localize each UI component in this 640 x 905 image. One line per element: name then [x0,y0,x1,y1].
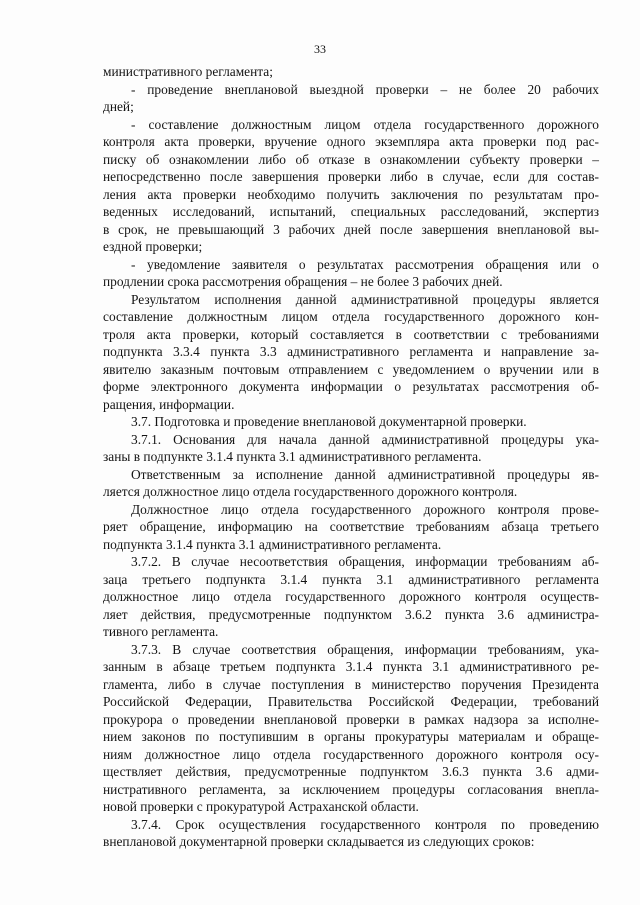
text-line: веденных исследований, испытаний, специальных расследований, экспертиз [103,204,599,219]
text-line: ляет действия, предусмотренные подпунктом 3.6.2 пункта 3.6 администра- [103,606,599,622]
paragraph [103,81,599,116]
paragraph [103,431,599,466]
text-line: явителю заказным почтовым отправлением с уведомлением о вручении или в [103,361,599,377]
text-line: гламента, либо в случае поступления в министерство поручения Президента [103,676,599,692]
text-line: Ответственным за исполнение данной административной процедуры яв- [131,466,599,482]
text-line: ращения, информации. [103,396,235,412]
text-line: нистративного регламента, за исключением процедуры согласования внепла- [103,781,599,797]
text-line: занным в абзаце третьем подпункта 3.1.4 пункта 3.1 административного ре- [103,659,599,674]
text-line: составление должностным лицом отдела государственного дорожного кон- [103,309,599,324]
text-line: ления акта проверки необходимо получить заключения по результатам про- [103,186,599,202]
text-line: подпункта 3.3.4 пункта 3.3 административного регламента и направление за- [103,344,599,359]
text-line: непосредственно после завершения проверки либо в случае, если для состав- [103,169,599,184]
text-line: форме электронного документа информации о результатах рассмотрения об- [103,379,599,394]
text-line: продлении срока рассмотрения обращения – не более 3 рабочих дней. [103,274,503,289]
text-line: Результатом исполнения данной административной процедуры является [131,291,599,307]
text-line: Российской Федерации, Правительства Российской Федерации, требований [103,694,599,709]
text-line: ряет обращение, информацию на соответствие требованиям абзаца третьего [103,519,599,534]
text-line: внеплановой документарной проверки складывается из следующих сроков: [103,834,535,849]
text-line: троля акта проверки, который составляется в соответствии с требованиями [103,326,599,342]
document-body [103,63,599,851]
text-line: 3.7.1. Основания для начала данной административной процедуры ука- [131,431,599,447]
text-line: заца третьего подпункта 3.1.4 пункта 3.1 административного регламента [103,571,599,587]
text-line: - составление должностным лицом отдела государственного дорожного [131,116,599,132]
text-line: ездной проверки; [103,239,203,254]
page-number: 33 [314,42,326,56]
text-line: Должностное лицо отдела государственного дорожного контроля прове- [131,501,599,517]
text-line: прокурора о проведении внеплановой проверки в рамках надзора за исполне- [103,711,599,727]
text-line: дней; [103,99,134,114]
text-line: ниям должностное лицо отдела государственного дорожного контроля осу- [103,746,599,762]
text-line: подпункта 3.1.4 пункта 3.1 административного регламента. [103,536,442,552]
paragraph [103,256,599,291]
text-line: ществляет действия, предусмотренные подпунктом 3.6.3 пункта 3.6 адми- [103,764,599,779]
text-line: министративного регламента; [103,64,273,79]
paragraph [103,553,599,641]
text-line: заны в подпункте 3.1.4 пункта 3.1 административного регламента. [103,449,482,464]
paragraph [103,413,599,431]
text-line: ляется должностное лицо отдела государственного дорожного контроля. [103,484,518,499]
paragraph [103,501,599,554]
text-line: 3.7. Подготовка и проведение внеплановой документарной проверки. [131,414,527,429]
paragraph [103,291,599,414]
paragraph [103,63,599,81]
paragraph [103,466,599,501]
paragraph [103,641,599,816]
paragraph [103,816,599,851]
text-line: тивного регламента. [103,624,219,639]
text-line: - проведение внеплановой выездной проверки – не более 20 рабочих [131,81,599,97]
text-line: писку об ознакомлении либо об отказе в ознакомлении субъекту проверки – [103,151,599,167]
text-line: 3.7.4. Срок осуществления государственного контроля по проведению [131,816,599,832]
text-line: должностное лицо отдела государственного дорожного контроля осуществ- [103,589,599,604]
text-line: нием законов по поступившим в органы прокуратуры материалам и обраще- [103,729,599,744]
text-line: в срок, не превышающий 3 рабочих дней после завершения внеплановой вы- [103,221,599,237]
text-line: 3.7.2. В случае несоответствия обращения, информации требованиям аб- [131,554,599,569]
text-line: контроля акта проверки, вручение одного экземпляра акта проверки под рас- [103,134,599,149]
text-line: новой проверки с прокуратурой Астраханской области. [103,799,419,814]
text-line: - уведомление заявителя о результатах рассмотрения обращения или о [131,256,599,272]
text-line: 3.7.3. В случае соответствия обращения, информации требованиям, ука- [131,641,599,657]
paragraph [103,116,599,256]
